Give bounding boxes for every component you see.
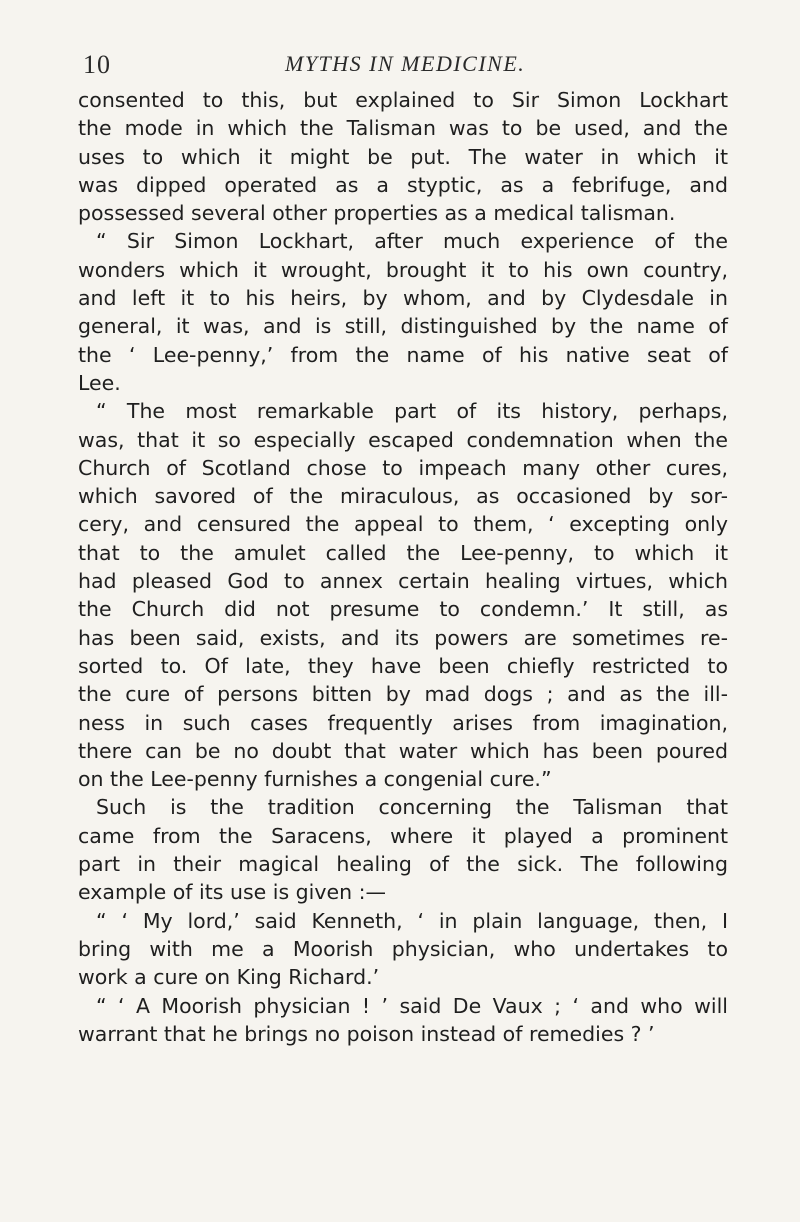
text-line: uses to which it might be put. The water in which it — [78, 144, 728, 169]
text-line: on the Lee-penny furnishes a congenial cure.” — [78, 767, 552, 792]
text-line: work a cure on King Richard.’ — [78, 965, 380, 990]
text-line: that to the amulet called the Lee-penny, to which it — [78, 540, 728, 565]
text-line: the cure of persons bitten by mad dogs ; and as the ill- — [78, 682, 728, 707]
text-line: the Church did not presume to condemn.’ It still, as — [78, 597, 728, 622]
text-line: has been said, exists, and its powers are sometimes re- — [78, 625, 728, 650]
body-text — [78, 86, 728, 1048]
text-line: example of its use is given :— — [78, 880, 387, 905]
running-title: MYTHS IN MEDICINE. — [285, 51, 526, 76]
text-line: bring with me a Moorish physician, who undertakes to — [78, 936, 728, 961]
page-number: 10 — [83, 50, 111, 79]
text-line: Such is the tradition concerning the Talisman that — [96, 795, 728, 820]
text-line: was dipped operated as a styptic, as a febrifuge, and — [78, 172, 728, 197]
text-line: “ Sir Simon Lockhart, after much experience of the — [96, 229, 728, 254]
text-line: “ ‘ My lord,’ said Kenneth, ‘ in plain language, then, I — [96, 908, 728, 933]
text-line: came from the Saracens, where it played a prominent — [78, 823, 728, 848]
text-line: the ‘ Lee-penny,’ from the name of his native seat of — [78, 342, 728, 367]
text-line: the mode in which the Talisman was to be used, and the — [78, 116, 728, 141]
text-line: “ ‘ A Moorish physician ! ’ said De Vaux ; ‘ and who will — [96, 993, 728, 1018]
text-line: had pleased God to annex certain healing virtues, which — [78, 569, 728, 594]
text-line: “ The most remarkable part of its history, perhaps, — [96, 399, 728, 424]
text-line: wonders which it wrought, brought it to his own country, — [78, 257, 728, 282]
text-line: Church of Scotland chose to impeach many other cures, — [78, 455, 728, 480]
text-line: part in their magical healing of the sick. The following — [78, 852, 728, 877]
text-line: ness in such cases frequently arises from imagination, — [78, 710, 728, 735]
text-line: warrant that he brings no poison instead of remedies ? ’ — [78, 1021, 655, 1046]
text-line: was, that it so especially escaped condemnation when the — [78, 427, 728, 452]
text-line: general, it was, and is still, distinguished by the name of — [78, 314, 728, 339]
text-line: consented to this, but explained to Sir Simon Lockhart — [78, 88, 728, 112]
text-line: and left it to his heirs, by whom, and by Clydesdale in — [78, 286, 728, 311]
text-line: Lee. — [78, 370, 121, 395]
text-line: possessed several other properties as a medical talisman. — [78, 201, 676, 226]
text-line: sorted to. Of late, they have been chiefly restricted to — [78, 653, 728, 678]
text-line: cery, and censured the appeal to them, ‘ excepting only — [78, 512, 728, 537]
text-line: which savored of the miraculous, as occasioned by sor- — [78, 484, 728, 509]
text-line: there can be no doubt that water which has been poured — [78, 738, 728, 763]
